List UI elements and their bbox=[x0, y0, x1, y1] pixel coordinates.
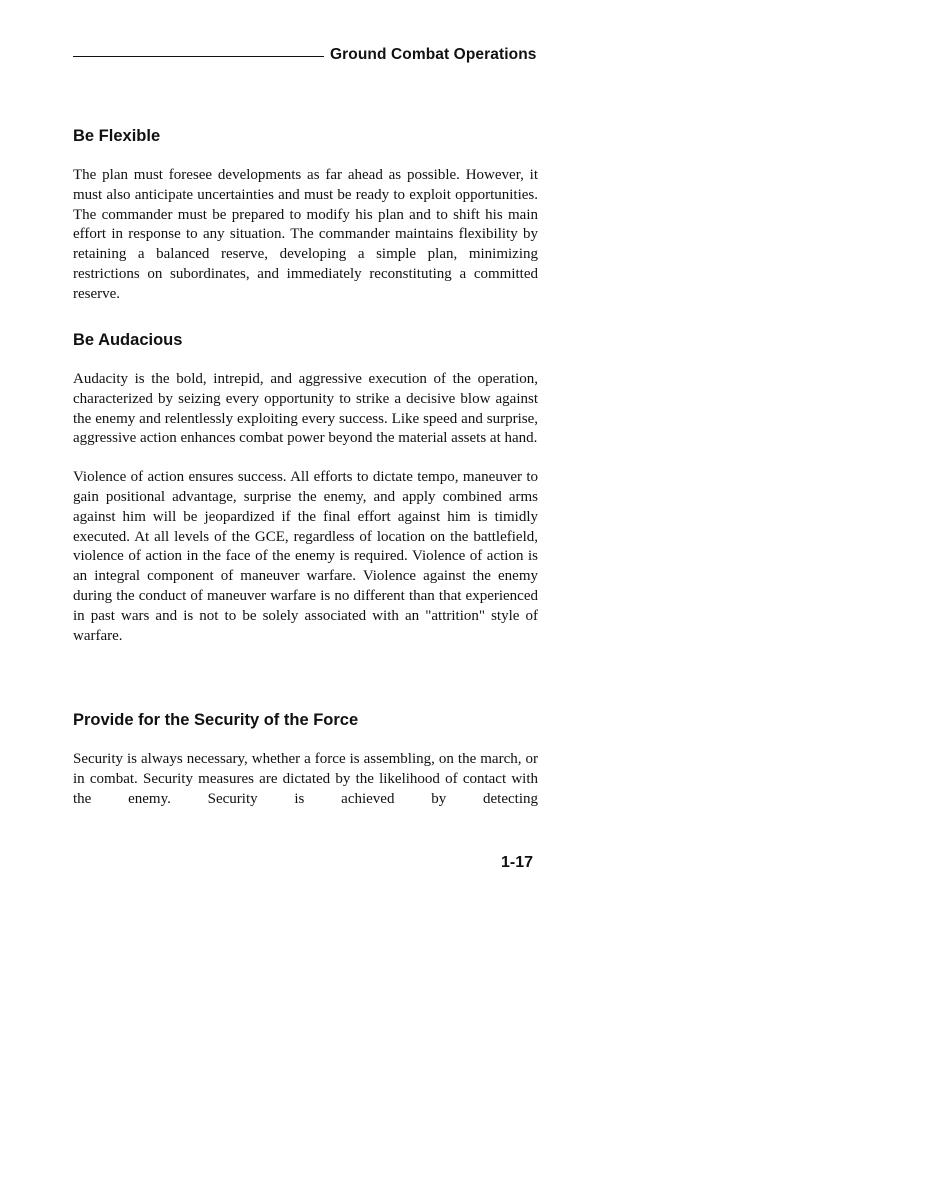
paragraph: Audacity is the bold, intrepid, and aggressive execution of the operation, characterized by seizing every opportunity to strike a decisive blow against the enemy and relentlessly exploiting every success. Like speed and surprise, aggressive action enhances combat power beyond the material assets at hand. bbox=[73, 371, 538, 447]
paragraph: Violence of action ensures success. All efforts to dictate tempo, maneuver to gain positional advantage, surprise the enemy, and apply combined arms against him will be jeopardized if the final effort against him is timidly executed. At all levels of the GCE, regardless of location on the battlefield, violence of action in the face of the enemy is required. Violence of action is an integral component of maneuver warfare. Violence against the enemy during the conduct of maneuver warfare is no different than that experienced in past wars and is not to be solely associated with an "attrition" style of warfare. bbox=[73, 469, 538, 644]
section-heading: Be Audacious bbox=[73, 331, 183, 349]
section-be-flexible bbox=[73, 126, 538, 305]
section-security-of-force bbox=[73, 710, 538, 809]
header-rule bbox=[73, 56, 324, 57]
section-heading: Provide for the Security of the Force bbox=[73, 711, 359, 729]
paragraph: The plan must foresee developments as far ahead as possible. However, it must also anticipate uncertainties and must be ready to exploit opportunities. The commander must be prepared to modify his plan and to shift his main effort in response to any situation. The commander maintains flexibility by retaining a balanced reserve, developing a simple plan, minimizing restrictions on subordinates, and immediately reconstituting a committed reserve. bbox=[73, 167, 538, 302]
page-number: 1-17 bbox=[501, 854, 534, 871]
running-header-title: Ground Combat Operations bbox=[330, 46, 537, 63]
section-be-audacious bbox=[73, 330, 538, 646]
paragraph: Security is always necessary, whether a force is assembling, on the march, or in combat. Security measures are dictated by the likelihood of contact with the enemy. Security is achieved by detecting bbox=[73, 751, 538, 807]
section-heading: Be Flexible bbox=[73, 127, 161, 145]
